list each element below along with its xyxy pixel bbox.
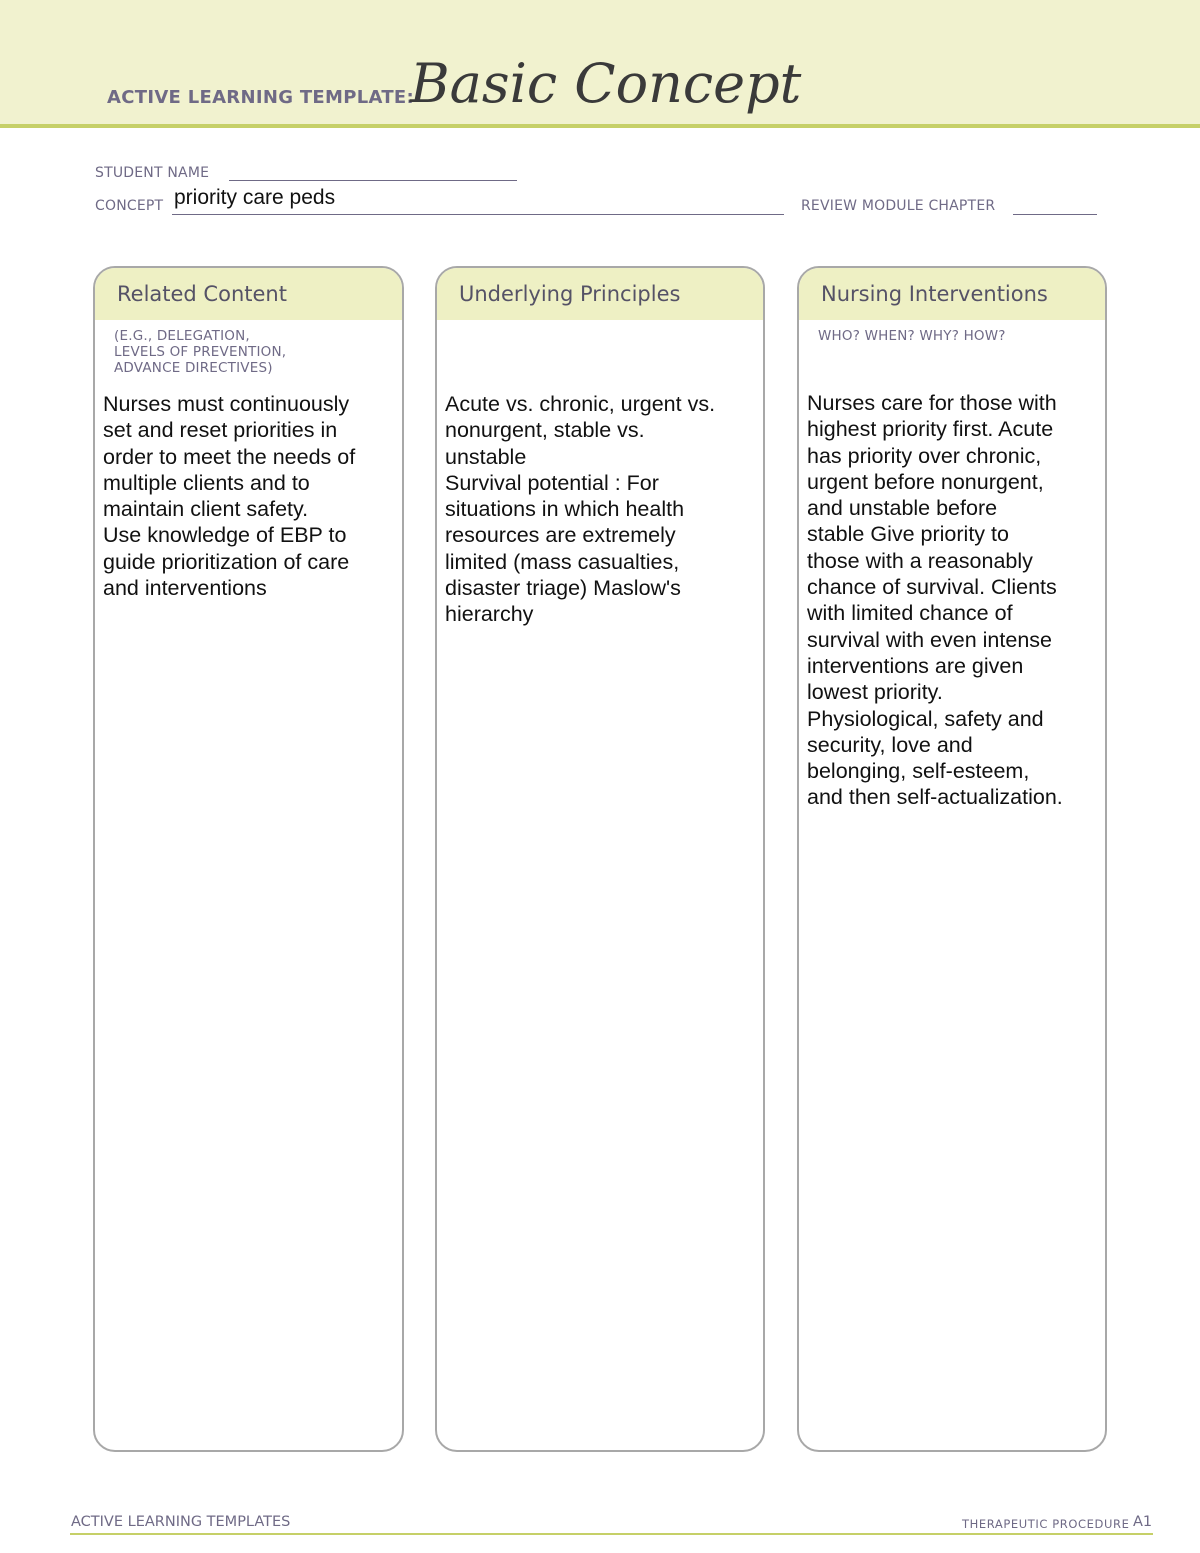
related-content-text[interactable]: Nurses must continuously set and reset priorities in order to meet the needs of multiple clients and to maintain client safety. Use knowledge of EBP to guide prioritization of care and interventions	[103, 392, 356, 601]
nursing-interventions-hint: WHO? WHEN? WHY? HOW?	[818, 328, 1006, 344]
student-name-field[interactable]	[229, 180, 517, 181]
underlying-principles-heading: Underlying Principles	[437, 268, 763, 320]
related-content-hint: (E.G., DELEGATION, LEVELS OF PREVENTION, ADVANCE DIRECTIVES)	[114, 328, 287, 376]
template-title: Basic Concept	[410, 52, 802, 115]
review-module-field[interactable]	[1013, 214, 1097, 215]
student-name-label: STUDENT NAME	[95, 165, 210, 181]
nursing-interventions-text[interactable]: Nurses care for those with highest priority first. Acute has priority over chronic, urgent before nonurgent, and unstable before stable Give priority to those with a reasonably chance of survival. Clients with limited chance of survival with even intense interventions are given lowest priority. Physiological, safety and security, love and belonging, self-esteem, and then self-actualization.	[807, 391, 1063, 810]
related-content-card	[93, 266, 404, 1452]
review-module-label: REVIEW MODULE CHAPTER	[801, 198, 996, 214]
concept-field[interactable]	[172, 186, 784, 215]
footer-section-label: THERAPEUTIC PROCEDURE	[962, 1517, 1130, 1531]
header-divider	[0, 124, 1200, 128]
footer-page-number: A1	[1133, 1514, 1153, 1530]
underlying-principles-card	[435, 266, 765, 1452]
footer-series-label: ACTIVE LEARNING TEMPLATES	[71, 1514, 291, 1530]
template-label: ACTIVE LEARNING TEMPLATE:	[107, 87, 414, 108]
concept-label: CONCEPT	[95, 198, 164, 214]
footer-divider	[70, 1533, 1153, 1535]
underlying-principles-text[interactable]: Acute vs. chronic, urgent vs. nonurgent, stable vs. unstable Survival potential : For situations in which health resources are extremely limited (mass casualties, disaster triage) Maslow's hierarchy	[445, 392, 716, 627]
related-content-heading: Related Content	[95, 268, 402, 320]
nursing-interventions-heading: Nursing Interventions	[799, 268, 1105, 320]
concept-value: priority care peds	[174, 186, 336, 209]
nursing-interventions-card	[797, 266, 1107, 1452]
